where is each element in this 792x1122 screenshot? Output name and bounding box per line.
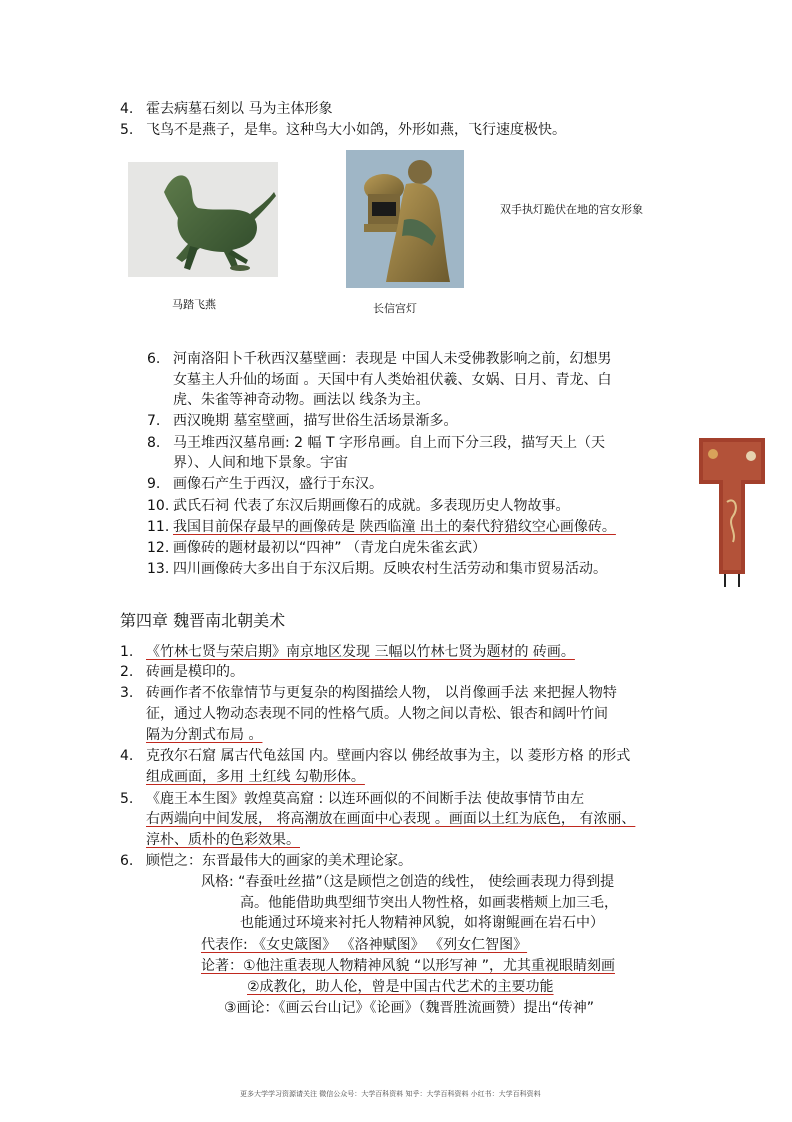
page-footer: 更多大学学习资源请关注 微信公众号：大学百科资料 知乎：大学百科资料 小红书：大学百科资料 — [240, 1090, 541, 1098]
list-item: 女墓主人升仙的场面 。天国中有人类始祖伏羲、女娲、日月、青龙、白 — [173, 372, 612, 388]
treatise-2: ②成教化，助人伦，曾是中国古代艺术的主要功能 — [247, 979, 554, 995]
lamp-caption: 长信宫灯 — [373, 302, 417, 315]
list-item: 4. 霍去病墓石刻以 马为主体形象 — [120, 101, 333, 117]
list-item: 1. 《竹林七贤与荣启期》南京地区发现 三幅以竹林七贤为题材的 砖画。 — [120, 644, 575, 660]
treatise-1: 论著：①他注重表现人物精神风貌 “以形写神 ”，尤其重视眼睛刻画 — [201, 958, 615, 974]
list-item: 10. 武氏石祠 代表了东汉后期画像石的成就。多表现历史人物故事。 — [147, 498, 570, 514]
treatise-3: ③画论：《画云台山记》《论画》（魏晋胜流画赞）提出“传神” — [224, 1000, 595, 1016]
list-item: 5. 《鹿王本生图》敦煌莫高窟 : 以连环画似的不间断手法 使故事情节由左 — [120, 791, 585, 807]
list-item: 界）、人间和地下景象。宇宙 — [173, 455, 348, 471]
list-item: 虎、朱雀等神奇动物。画法以 线条为主。 — [173, 392, 430, 408]
list-item: 淳朴、质朴的色彩效果。 — [146, 832, 300, 848]
style-detail: 高。他能借助典型细节突出人物性格，如画裴楷颊上加三毛， — [240, 895, 618, 911]
style-line: 风格: “春蚕吐丝描”（这是顾恺之创造的线性， 使绘画表现力得到提 — [201, 874, 615, 890]
list-item: 5. 飞鸟不是燕子，是隼。这种鸟大小如鸽，外形如燕，飞行速度极快。 — [120, 122, 566, 138]
list-item: 9. 画像石产生于西汉，盛行于东汉。 — [147, 476, 383, 492]
list-item: 8. 马王堆西汉墓帛画: 2 幅 T 字形帛画。自上而下分三段，描写天上（天 — [147, 435, 605, 451]
list-item: 征，通过人物动态表现不同的性格气质。人物之间以青松、银杏和阔叶竹间 — [146, 706, 608, 722]
list-item: 右两端向中间发展， 将高潮放在画面中心表现 。画面以土红为底色， 有浓丽、 — [146, 811, 636, 827]
list-item: 6. 河南洛阳卜千秋西汉墓壁画：表现是 中国人未受佛教影响之前，幻想男 — [147, 351, 612, 367]
list-item: 3. 砖画作者不依靠情节与更复杂的构图描绘人物， 以肖像画手法 来把握人物特 — [120, 685, 617, 701]
galloping-horse-photo — [128, 162, 278, 277]
list-item: 4. 克孜尔石窟 属古代龟兹国 内。壁画内容以 佛经故事为主，以 菱形方格 的形式 — [120, 748, 631, 764]
style-detail: 也能通过环境来衬托人物精神风貌，如将谢鲲画在岩石中） — [240, 915, 604, 931]
list-item: 隔为分割式布局 。 — [146, 727, 263, 743]
list-item: 11. 我国目前保存最早的画像砖是 陕西临潼 出土的秦代狩猎纹空心画像砖。 — [147, 519, 616, 535]
lamp-description: 双手执灯跪伏在地的宫女形象 — [500, 203, 643, 216]
list-item: 7. 西汉晚期 墓室壁画，描写世俗生活场景渐多。 — [147, 413, 458, 429]
list-item: 13. 四川画像砖大多出自于东汉后期。反映农村生活劳动和集市贸易活动。 — [147, 561, 607, 577]
horse-caption: 马踏飞燕 — [172, 298, 216, 311]
list-item: 组成画面，多用 土红线 勾勒形体。 — [146, 769, 365, 785]
chapter-title: 第四章 魏晋南北朝美术 — [120, 611, 286, 630]
list-item: 12. 画像砖的题材最初以“四神” （青龙白虎朱雀玄武） — [147, 540, 486, 556]
mawangdui-silk-banner-photo — [699, 432, 765, 587]
list-item: 6. 顾恺之：东晋最伟大的画家的美术理论家。 — [120, 853, 412, 869]
representative-works: 代表作: 《女史箴图》 《洛神赋图》 《列女仁智图》 — [201, 937, 528, 953]
changxin-palace-lamp-photo — [346, 150, 464, 288]
list-item: 2. 砖画是模印的。 — [120, 664, 244, 680]
